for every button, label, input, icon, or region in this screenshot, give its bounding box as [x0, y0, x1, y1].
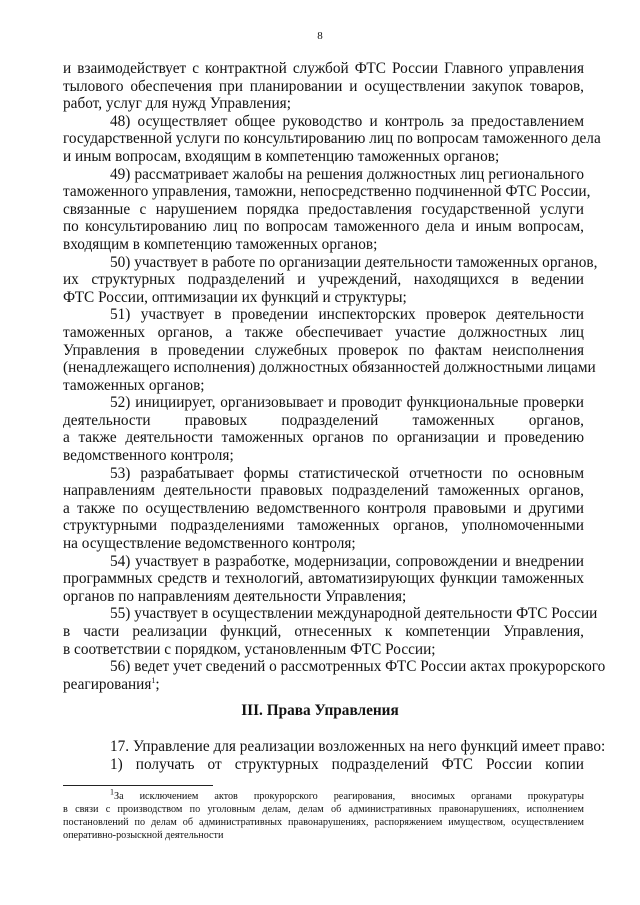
line-text: работ, услуг для нужд Управления; [63, 95, 291, 113]
paragraph [63, 756, 584, 774]
line-text: таможенного управления, таможни, непосредственно подчиненной ФТС России, [63, 183, 591, 201]
text-line [63, 78, 584, 96]
text-line [63, 306, 584, 324]
line-tail: ; [155, 675, 160, 693]
paragraph [63, 605, 598, 658]
footnote-text: постановлений по делам об административных правонарушениях, распоряжением имуществом, осуществлением [63, 817, 584, 828]
text-line [63, 218, 584, 236]
line-text: и взаимодействует с контрактной службой ФТС России Главного управления [63, 60, 584, 77]
text-line [63, 553, 584, 571]
text-line [63, 183, 591, 201]
text-line [63, 535, 584, 553]
paragraph [63, 465, 584, 553]
line-text: программных средств и технологий, автоматизирующих функции таможенных [63, 570, 584, 588]
footnote-line [63, 787, 584, 803]
text-line [63, 570, 584, 588]
text-line [63, 342, 584, 360]
text-line [63, 756, 584, 774]
line-text: в соответствии с порядком, установленным ФТС России; [63, 640, 436, 658]
line-text: 54) участвует в разработке, модернизации, сопровождении и внедрении [110, 552, 584, 570]
text-line [63, 324, 584, 342]
text-line [63, 676, 584, 694]
line-text: 48) осуществляет общее руководство и контроль за предоставлением [110, 112, 584, 130]
line-text: 56) ведет учет сведений о рассмотренных ФТС России актах прокурорского [110, 658, 606, 676]
section-heading: III. Права Управления [241, 702, 399, 719]
text-line [63, 394, 584, 412]
paragraph [63, 60, 584, 113]
text-line [63, 738, 606, 756]
paragraph [63, 394, 584, 464]
body-text-top [63, 60, 606, 693]
line-text: связанные с нарушением порядка предоставления государственной услуги [63, 200, 584, 218]
text-line [63, 482, 584, 500]
footnote-text: в связи с производством по уголовным делам, делам об административных правонарушениях, исполнением [63, 804, 584, 815]
text-line [63, 253, 598, 272]
line-text: таможенных органов, а также обеспечивает участие должностных лиц [63, 323, 584, 341]
text-line [63, 236, 584, 254]
footnote-text: За исключением актов прокурорского реагирования, вносимых органами прокуратуры [114, 791, 584, 802]
line-text: 1) получать от структурных подразделений ФТС России копии [110, 755, 584, 773]
text-line [63, 605, 598, 623]
line-text: 52) инициирует, организовывает и проводит функциональные проверки [110, 394, 584, 412]
footnote-ref[interactable]: 1 [151, 675, 156, 685]
line-text: ФТС России, оптимизации их функций и структуры; [63, 288, 407, 306]
line-text: 55) участвует в осуществлении международной деятельности ФТС России [110, 605, 598, 623]
text-line [63, 130, 601, 148]
paragraph [63, 738, 606, 756]
paragraph [63, 306, 596, 394]
paragraph [63, 553, 584, 606]
line-text: Управления в проведении служебных проверок по фактам неисполнения [63, 341, 584, 359]
line-text: 17. Управление для реализации возложенных на него функций имеет право: [110, 738, 606, 755]
text-line [63, 412, 584, 430]
line-text: в части реализации функций, отнесенных к компетенции Управления, [63, 623, 584, 640]
text-line [63, 201, 584, 219]
line-text: на осуществление ведомственного контроля; [63, 535, 356, 553]
line-text: государственной услуги по консультированию лиц по вопросам таможенного дела [63, 130, 601, 148]
line-text: 53) разрабатывает формы статистической отчетности по основным [110, 464, 584, 482]
footnote-marker: 1 [110, 787, 114, 797]
paragraph [63, 253, 598, 307]
paragraph [63, 165, 591, 254]
line-text: структурными подразделениями таможенных органов, уполномоченными [63, 517, 584, 535]
line-text: по консультированию лиц по вопросам таможенного дела и иным вопросам, [63, 218, 584, 236]
body-text-bottom [63, 738, 606, 773]
text-line [63, 500, 584, 518]
footnote-line [63, 816, 584, 829]
text-line [63, 289, 584, 307]
text-line [63, 517, 584, 535]
footnote-divider [63, 785, 213, 786]
footnote-line [63, 829, 584, 842]
text-line [63, 166, 584, 184]
text-line [63, 271, 584, 289]
page-number: 8 [317, 30, 323, 42]
line-text: направлениям деятельности правовых подразделений таможенных органов, [63, 482, 584, 500]
line-text: тылового обеспечения при планировании и осуществлении закупок товаров, [63, 77, 584, 95]
line-text: входящим в компетенцию таможенных органов; [63, 235, 378, 253]
text-line [63, 429, 584, 447]
text-line [63, 623, 584, 641]
line-text: 51) участвует в проведении инспекторских проверок деятельности [110, 306, 584, 324]
line-text: ведомственного контроля; [63, 447, 234, 465]
text-line [63, 60, 584, 78]
text-line [63, 113, 584, 131]
text-line [63, 588, 584, 606]
line-text: их структурных подразделений и учреждений, находящихся в ведении [63, 271, 584, 289]
line-text: реагирования [63, 675, 152, 693]
text-line [63, 95, 584, 113]
footnote [63, 787, 584, 842]
line-text: а также по осуществлению ведомственного контроля правовыми и другими [63, 499, 584, 517]
line-text: деятельности правовых подразделений таможенных органов, [63, 411, 584, 429]
text-line [63, 148, 584, 166]
text-line [63, 658, 606, 676]
text-line [63, 359, 596, 377]
footnote-line [63, 803, 584, 816]
line-text: и иным вопросам, входящим в компетенцию таможенных органов; [63, 147, 500, 165]
text-line [63, 377, 584, 395]
line-text: 49) рассматривает жалобы на решения должностных лиц регионального [110, 165, 584, 183]
paragraph [63, 112, 601, 166]
line-text: таможенных органов; [63, 376, 205, 394]
line-text: 50) участвует в работе по организации деятельности таможенных органов, [110, 253, 598, 271]
line-text: а также деятельности таможенных органов по организации и проведению [63, 429, 584, 447]
text-line [63, 447, 584, 465]
text-line [63, 641, 584, 659]
line-text: (ненадлежащего исполнения) должностных обязанностей должностными лицами [63, 359, 596, 377]
line-text: органов по направлениям деятельности Управления; [63, 587, 407, 605]
text-line [63, 465, 584, 483]
footnote-text: оперативно-розыскной деятельности [63, 830, 224, 841]
paragraph [63, 658, 606, 693]
